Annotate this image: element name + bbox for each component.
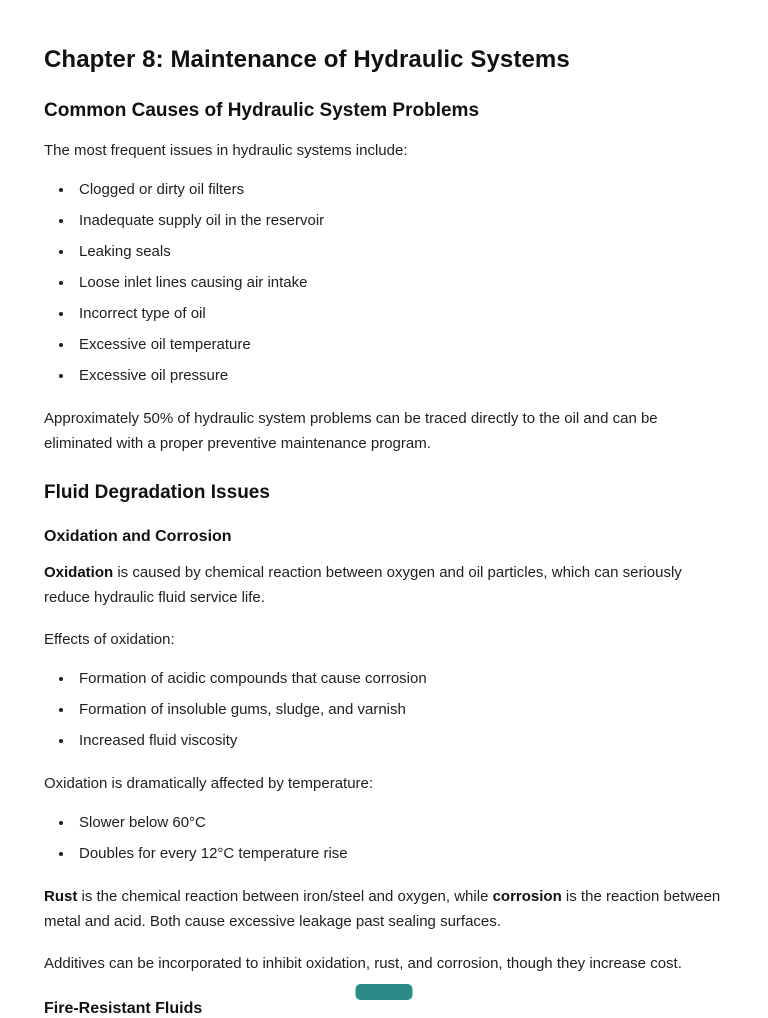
subsection-heading-fire-resistant-fluids: Fire-Resistant Fluids xyxy=(44,1000,203,1017)
paragraph-text: is the reaction between metal and acid. Both cause excessive leakage past sealing surfaces. xyxy=(44,888,721,930)
paragraph-temperature-intro: Oxidation is dramatically affected by temperature: xyxy=(44,775,374,792)
bold-term-oxidation: Oxidation xyxy=(44,564,114,581)
list-item: • Formation of insoluble gums, sludge, and varnish xyxy=(74,700,722,720)
paragraph-oxidation-definition xyxy=(44,560,722,610)
list-item: • Increased fluid viscosity xyxy=(74,731,722,751)
bullet-list-oxidation-effects xyxy=(44,669,722,751)
list-item: • Doubles for every 12°C temperature rise xyxy=(74,844,722,864)
list-item: • Loose inlet lines causing air intake xyxy=(74,273,722,293)
list-item: • Excessive oil temperature xyxy=(74,335,722,355)
list-item: • Incorrect type of oil xyxy=(74,304,722,324)
paragraph-text: is the chemical reaction between iron/steel and oxygen, while xyxy=(77,888,493,905)
bullet-list-temperature xyxy=(44,813,722,864)
list-item: • Slower below 60°C xyxy=(74,813,722,833)
paragraph-common-causes-summary: Approximately 50% of hydraulic system problems can be traced directly to the oil and can be eliminated with a proper preventive maintenance program. xyxy=(44,410,658,452)
paragraph-additives: Additives can be incorporated to inhibit oxidation, rust, and corrosion, though they increase cost. xyxy=(44,955,682,972)
list-item: • Inadequate supply oil in the reservoir xyxy=(74,211,722,231)
partial-teal-badge xyxy=(356,984,413,1000)
bullet-list-common-causes xyxy=(44,180,722,386)
paragraph-text: is caused by chemical reaction between oxygen and oil particles, which can seriously reduce hydraulic fluid service life. xyxy=(44,564,682,606)
list-item: • Formation of acidic compounds that cause corrosion xyxy=(74,669,722,689)
section-heading-common-causes: Common Causes of Hydraulic System Problems xyxy=(44,100,480,121)
bold-term-rust: Rust xyxy=(44,888,78,905)
section-heading-fluid-degradation: Fluid Degradation Issues xyxy=(44,482,270,503)
paragraph-rust-corrosion xyxy=(44,884,722,934)
list-item: • Excessive oil pressure xyxy=(74,366,722,386)
list-item: • Leaking seals xyxy=(74,242,722,262)
subsection-heading-oxidation-corrosion: Oxidation and Corrosion xyxy=(44,528,232,545)
list-item: • Clogged or dirty oil filters xyxy=(74,180,722,200)
paragraph-common-causes-intro: The most frequent issues in hydraulic systems include: xyxy=(44,142,408,159)
bold-term-corrosion: corrosion xyxy=(492,888,562,905)
page-title: Chapter 8: Maintenance of Hydraulic Systems xyxy=(44,46,570,73)
paragraph-effects-intro: Effects of oxidation: xyxy=(44,631,175,648)
